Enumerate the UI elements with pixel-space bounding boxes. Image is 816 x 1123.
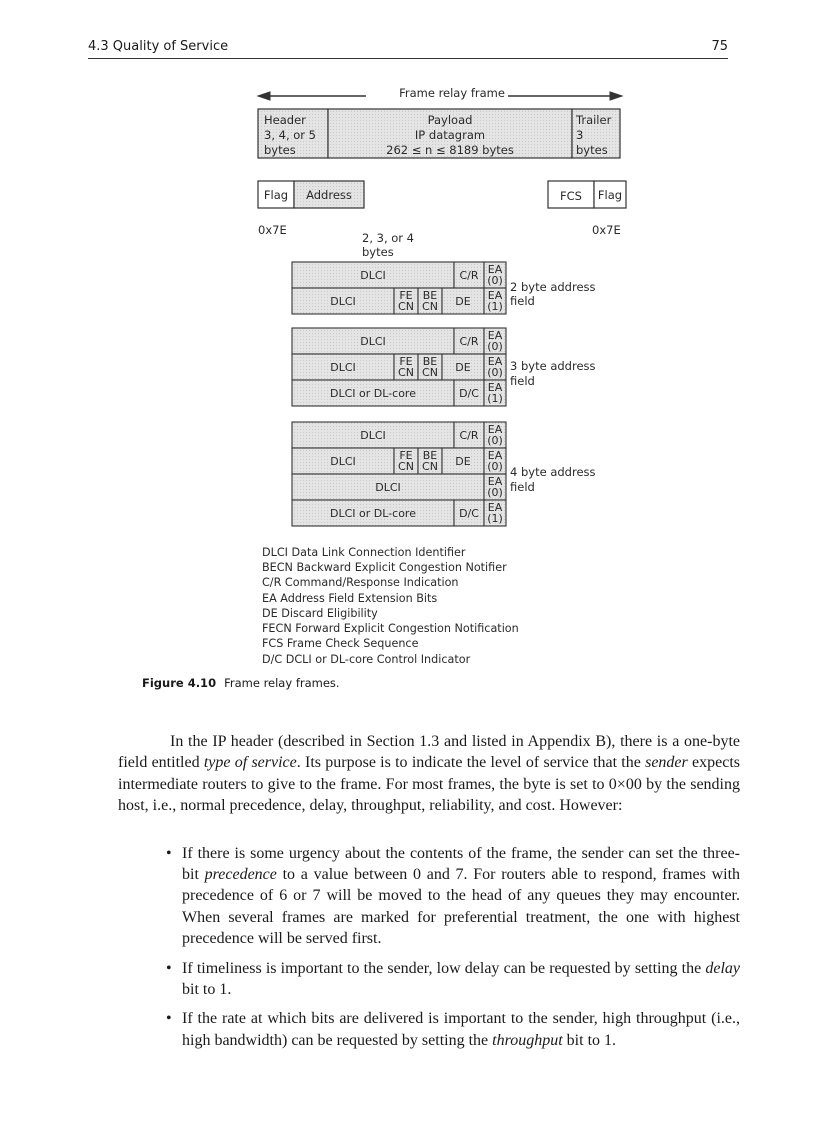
text-run: to a value between 0 and 7. For routers able to respond, frames with precedence of 6 or 7 will be moved to the head of any queues they may encounter. When several frames are marked for preferential treatment, the one with highest precedence will be served first. [182, 866, 741, 948]
legend-item: C/R Command/Response Indication [262, 576, 459, 589]
cell-ea-val: (1) [487, 300, 503, 313]
address-2-label: 2 byte address [510, 280, 596, 294]
cell-ea-val: (0) [487, 340, 503, 353]
cell-dc: D/C [459, 387, 479, 400]
fcs-label: FCS [560, 189, 582, 203]
body-text [118, 731, 740, 1059]
cell-dlci: DLCI [360, 335, 386, 348]
page-number: 75 [711, 39, 728, 54]
header-line-3: bytes [264, 143, 296, 157]
cell-ea: EA [487, 475, 503, 488]
list-item [166, 843, 740, 950]
cell-cr: C/R [459, 335, 479, 348]
emphasis: delay [705, 959, 740, 977]
figure-caption [142, 676, 340, 690]
legend-item: FECN Forward Explicit Congestion Notification [262, 622, 519, 635]
trailer-line-2: 3 [576, 128, 584, 142]
cell-fecn: CN [398, 300, 414, 313]
cell-ea: EA [487, 329, 503, 342]
text-run: If timeliness is important to the sender, low delay can be requested by setting the [182, 959, 706, 977]
bullet-marker: • [166, 959, 172, 977]
address-label: Address [306, 188, 352, 202]
emphasis: type of service [203, 754, 297, 772]
figure-caption-text: Frame relay frames. [224, 676, 340, 690]
flag-label-2: Flag [597, 188, 623, 202]
payload-line-2: IP datagram [414, 128, 486, 142]
address-3-byte [292, 328, 596, 406]
cell-ea: EA [487, 263, 503, 276]
address-4-label: 4 byte address [510, 465, 596, 479]
address-2-label: field [510, 294, 535, 308]
section-title: 4.3 Quality of Service [88, 39, 229, 54]
cell-becn: CN [422, 460, 438, 473]
cell-becn: BE [422, 355, 438, 368]
bullet-marker: • [166, 1010, 172, 1028]
cell-de: DE [455, 455, 471, 468]
text-run: If there is some urgency about the contents of the frame, the sender can set the three-bit [182, 844, 740, 884]
legend [262, 546, 519, 666]
cell-fecn: FE [399, 449, 413, 462]
figure-number: Figure 4.10 [142, 676, 217, 690]
cell-fecn: CN [398, 366, 414, 379]
cell-ea-val: (0) [487, 434, 503, 447]
legend-item: FCS Frame Check Sequence [262, 637, 419, 650]
text-run: . Its purpose is to indicate the level of service that the [296, 754, 646, 772]
cell-dlci: DLCI [330, 295, 356, 308]
cell-ea-val: (0) [487, 460, 503, 473]
address-len-2: bytes [362, 245, 394, 259]
cell-ea-val: (0) [487, 274, 503, 287]
emphasis: sender [645, 754, 688, 772]
address-3-label: field [510, 374, 535, 388]
trailer-line-1: Trailer [576, 113, 612, 127]
frame-label: Frame relay frame [399, 86, 505, 100]
text-run: If the rate at which bits are delivered is important to the sender, high throughput (i.e., high bandwidth) can be requested by setting the [182, 1010, 740, 1049]
hex-right: 0x7E [592, 223, 621, 237]
text-run: expects intermediate routers to give to the frame. For most frames, the byte is set to 0×00 by the sending host, i.e., normal precedence, delay, throughput, reliability, and cost. However: [118, 754, 740, 815]
cell-de: DE [455, 295, 471, 308]
cell-ea: EA [487, 501, 503, 514]
cell-de: DE [455, 361, 471, 374]
address-2-byte [292, 262, 596, 314]
cell-fecn: FE [399, 355, 413, 368]
payload-line-3: 262 ≤ n ≤ 8189 bytes [386, 143, 514, 157]
cell-fecn: FE [399, 289, 413, 302]
list-item [166, 958, 740, 1001]
cell-ea-val: (1) [487, 392, 503, 405]
cell-dlci: DLCI [330, 455, 356, 468]
cell-ea-val: (0) [487, 486, 503, 499]
address-4-byte [292, 422, 596, 526]
header-line-1: Header [264, 113, 306, 127]
emphasis: precedence [204, 866, 277, 884]
cell-becn: CN [422, 300, 438, 313]
cell-ea-val: (0) [487, 366, 503, 379]
cell-ea: EA [487, 381, 503, 394]
cell-dc: D/C [459, 507, 479, 520]
cell-becn: BE [422, 449, 438, 462]
cell-dlci: DLCI [360, 429, 386, 442]
legend-item: BECN Backward Explicit Congestion Notifier [262, 561, 507, 574]
cell-ea: EA [487, 423, 503, 436]
cell-becn: CN [422, 366, 438, 379]
cell-ea: EA [487, 449, 503, 462]
legend-item: DLCI Data Link Connection Identifier [262, 546, 466, 559]
flag-label: Flag [263, 188, 289, 202]
hex-left: 0x7E [258, 223, 287, 237]
address-4-label: field [510, 480, 535, 494]
bullet-marker: • [166, 844, 172, 862]
cell-dlci-core: DLCI or DL-core [330, 507, 416, 520]
cell-ea: EA [487, 289, 503, 302]
text-run: bit to 1. [182, 981, 232, 999]
legend-item: EA Address Field Extension Bits [262, 592, 438, 605]
text-run: bit to 1. [562, 1031, 617, 1049]
cell-ea-val: (1) [487, 512, 503, 525]
cell-ea: EA [487, 355, 503, 368]
cell-cr: C/R [459, 429, 479, 442]
paragraph [118, 731, 740, 817]
address-3-label: 3 byte address [510, 359, 596, 373]
cell-dlci: DLCI [360, 269, 386, 282]
bullet-list [166, 843, 740, 1052]
cell-becn: BE [422, 289, 438, 302]
legend-item: D/C DCLI or DL-core Control Indicator [262, 653, 471, 666]
legend-item: DE Discard Eligibility [262, 607, 378, 620]
address-len-1: 2, 3, or 4 [362, 231, 414, 245]
header-line-2: 3, 4, or 5 [264, 128, 316, 142]
cell-cr: C/R [459, 269, 479, 282]
text-run: In the IP header (described in Section 1.3 and listed in Appendix B), there is a one-byte field entitled [118, 733, 740, 772]
emphasis: throughput [492, 1031, 563, 1049]
payload-line-1: Payload [427, 113, 473, 127]
cell-dlci-core: DLCI or DL-core [330, 387, 416, 400]
trailer-line-3: bytes [576, 143, 608, 157]
cell-dlci: DLCI [375, 481, 401, 494]
list-item [166, 1008, 740, 1051]
cell-dlci: DLCI [330, 361, 356, 374]
cell-fecn: CN [398, 460, 414, 473]
